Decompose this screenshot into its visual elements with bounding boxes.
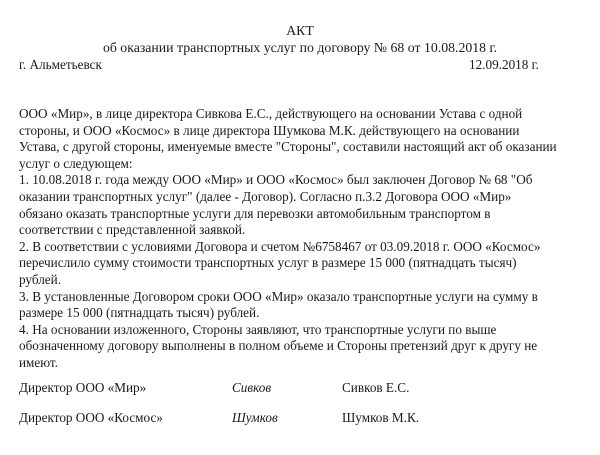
body-line: соответствии с представленной заявкой. <box>19 222 246 238</box>
body-line: оказании транспортных услуг" (далее - Договор). Согласно п.3.2 Договора ООО «Мир» <box>19 188 512 204</box>
body-line: обязано оказать транспортные услуги для перевозки автомобильным транспортом в <box>19 205 491 221</box>
body-line: рублей. <box>19 271 62 287</box>
handwritten-signature: Шумков <box>232 410 278 425</box>
body-line: 4. На основании изложенного, Стороны заявляют, что транспортные услуги по выше <box>19 321 497 337</box>
body-line: размере 15 000 (пятнадцать тысяч) рублей. <box>19 305 260 321</box>
document-date: 12.09.2018 г. <box>469 57 539 72</box>
place-of-signing: г. Альметьевск <box>19 57 102 72</box>
body-line: Устава, с другой стороны, именуемые вместе "Стороны", составили настоящий акт об оказании <box>19 139 557 155</box>
body-line: ООО «Мир», в лице директора Сивкова Е.С., действующего на основании Устава с одной <box>19 106 523 121</box>
signatory-position: Директор ООО «Мир» <box>19 380 147 395</box>
body-line: 3. В установленные Договором сроки ООО «Мир» оказало транспортные услуги на сумму в <box>19 288 538 304</box>
body-line: 1. 10.08.2018 г. года между ООО «Мир» и ООО «Космос» был заключен Договор № 68 "Об <box>19 172 533 188</box>
signature-row-mir <box>0 380 600 398</box>
handwritten-signature: Сивков <box>232 380 272 395</box>
signatory-position: Директор ООО «Космос» <box>19 410 163 425</box>
body-line: услуг о следующем: <box>19 155 133 171</box>
signatory-name: Шумков М.К. <box>342 410 420 425</box>
body-line: обозначенному договору выполнены в полном объеме и Стороны претензий друг к другу не <box>19 338 538 354</box>
document-subtitle: об оказании транспортных услуг по договору № 68 от 10.08.2018 г. <box>102 40 498 55</box>
document-title: АКТ <box>286 23 314 38</box>
body-line: стороны, и ООО «Космос» в лице директора Шумкова М.К. действующего на основании <box>19 122 520 138</box>
signature-row-kosmos <box>0 410 600 428</box>
signatory-name: Сивков Е.С. <box>342 380 410 395</box>
document-body <box>19 106 587 372</box>
body-line: перечислило сумму стоимости транспортных услуг в размере 15 000 (пятнадцать тысяч) <box>19 255 517 271</box>
body-line: 2. В соответствии с условиями Договора и счетом №6758467 от 03.09.2018 г. ООО «Космос» <box>19 238 541 254</box>
body-line: имеют. <box>19 354 59 370</box>
